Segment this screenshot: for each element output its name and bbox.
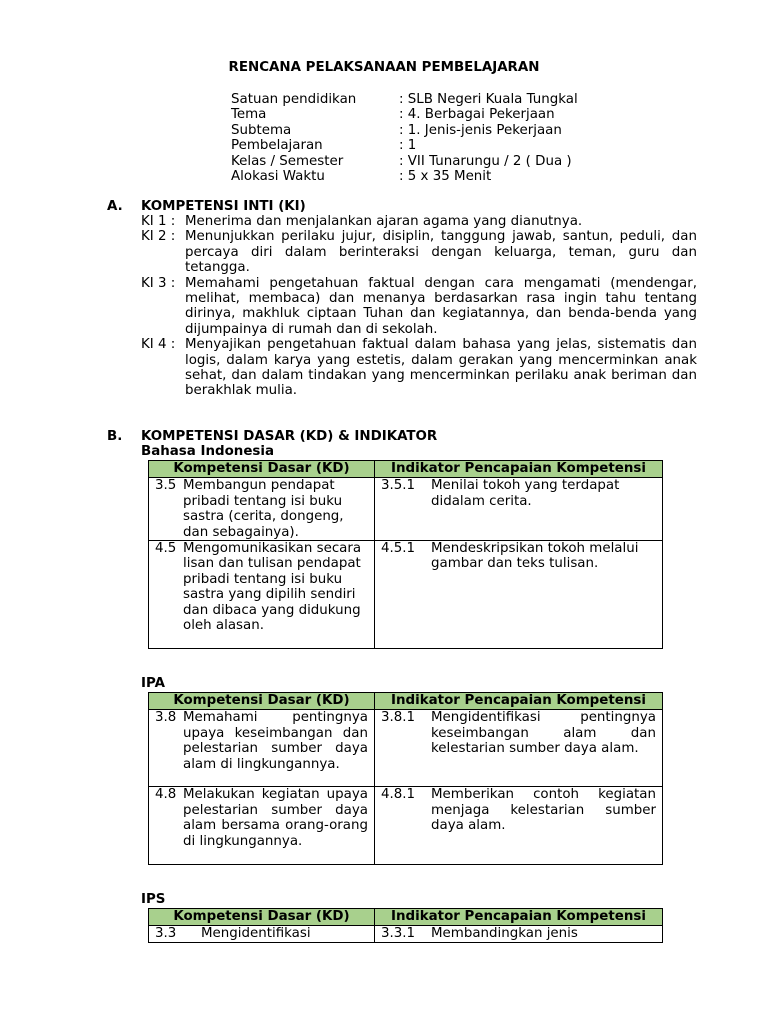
ki-text: Menyajikan pengetahuan faktual dalam bahasa yang jelas, sistematis dan logis, dalam karya yang estetis, dalam gerakan yang mencerminkan anak sehat, dan dalam tindakan yang mencerminkan perilaku anak beriman dan berakhlak mulia.	[185, 337, 697, 399]
ki-text: Memahami pengetahuan faktual dengan cara mengamati (mendengar, melihat, membaca) dan menanya berdasarkan rasa ingin tahu tentang dirinya, makhluk ciptaan Tuhan dan kegiatannya, dan benda-benda yang dijumpainya di rumah dan di sekolah.	[185, 275, 697, 337]
ki-list	[141, 214, 697, 399]
kd-table-ips	[148, 908, 663, 943]
identity-block	[231, 92, 578, 184]
kd-number: 4.5	[155, 541, 177, 557]
ki-text: Menerima dan menjalankan ajaran agama yang dianutnya.	[185, 214, 583, 229]
info-label: Alokasi Waktu	[231, 168, 325, 184]
ki-item	[141, 229, 697, 275]
kd-number: 3.8	[155, 710, 177, 726]
info-value: : SLB Negeri Kuala Tungkal	[399, 92, 578, 107]
kd-cell	[149, 541, 375, 649]
indikator-number: 3.3.1	[381, 926, 416, 942]
kd-number: 4.8	[155, 787, 177, 803]
ki-label: KI 1 :	[141, 214, 176, 229]
info-row	[231, 107, 578, 122]
indikator-text: Memberikan contoh kegiatan menjaga kelestarian sumber daya alam.	[431, 787, 656, 834]
info-label: Pembelajaran	[231, 138, 323, 154]
table-row	[149, 926, 663, 942]
indikator-cell	[375, 710, 663, 787]
header-indikator: Indikator Pencapaian Kompetensi	[375, 693, 663, 710]
ki-label: KI 4 :	[141, 337, 176, 353]
info-row	[231, 138, 578, 153]
kd-cell	[149, 787, 375, 865]
kd-table-ipa	[148, 692, 663, 865]
kd-number: 3.5	[155, 478, 177, 494]
kd-text: Mengidentifikasi	[201, 926, 311, 942]
info-row	[231, 123, 578, 138]
subject-title-ips: IPS	[141, 892, 166, 907]
info-label: Satuan pendidikan	[231, 92, 357, 107]
info-value: : 5 x 35 Menit	[399, 168, 492, 184]
info-value: : 1. Jenis-jenis Pekerjaan	[399, 122, 562, 138]
kd-cell	[149, 926, 375, 942]
section-b-heading	[107, 429, 437, 444]
header-kd: Kompetensi Dasar (KD)	[149, 461, 375, 478]
info-value: : VII Tunarungu / 2 ( Dua )	[399, 153, 572, 169]
ki-label: KI 2 :	[141, 229, 176, 245]
kd-text: Memahami pentingnya upaya keseimbangan dan pelestarian sumber daya alam di lingkungannya.	[183, 710, 368, 772]
kd-cell	[149, 710, 375, 787]
document-title: RENCANA PELAKSANAAN PEMBELAJARAN	[228, 60, 540, 75]
indikator-number: 4.5.1	[381, 541, 416, 557]
info-row	[231, 169, 578, 184]
indikator-cell	[375, 926, 663, 942]
ki-text: Menunjukkan perilaku jujur, disiplin, tanggung jawab, santun, peduli, dan percaya diri dalam berinteraksi dengan keluarga, teman, guru dan tetangga.	[185, 229, 697, 276]
indikator-text: Membandingkan jenis	[431, 926, 578, 942]
table-header-row	[149, 909, 663, 926]
indikator-number: 4.8.1	[381, 787, 416, 803]
kd-text: Melakukan kegiatan upaya pelestarian sumber daya alam bersama orang-orang di lingkungannya.	[183, 787, 368, 849]
indikator-number: 3.5.1	[381, 478, 416, 494]
subject-title-ipa: IPA	[141, 676, 165, 691]
indikator-text: Mengidentifikasi pentingnya keseimbangan alam dan kelestarian sumber daya alam.	[431, 710, 656, 757]
indikator-cell	[375, 478, 663, 541]
indikator-cell	[375, 541, 663, 649]
subject-title-bahasa: Bahasa Indonesia	[141, 444, 274, 459]
ki-item	[141, 214, 697, 229]
ki-label: KI 3 :	[141, 275, 176, 291]
section-title: KOMPETENSI DASAR (KD) & INDIKATOR	[141, 429, 438, 444]
header-indikator: Indikator Pencapaian Kompetensi	[375, 461, 663, 478]
info-label: Subtema	[231, 122, 292, 138]
table-row	[149, 478, 663, 541]
table-row	[149, 787, 663, 865]
info-value: : 4. Berbagai Pekerjaan	[399, 107, 555, 123]
kd-table-bahasa	[148, 460, 663, 649]
header-kd: Kompetensi Dasar (KD)	[149, 693, 375, 710]
section-title: KOMPETENSI INTI (KI)	[141, 199, 306, 214]
kd-text: Membangun pendapat pribadi tentang isi buku sastra (cerita, dongeng, dan sebagainya).	[183, 478, 344, 540]
indikator-cell	[375, 787, 663, 865]
indikator-text: Mendeskripsikan tokoh melalui gambar dan teks tulisan.	[431, 541, 639, 572]
info-label: Kelas / Semester	[231, 153, 344, 169]
section-letter: B.	[107, 429, 123, 444]
ki-item	[141, 276, 697, 338]
ki-item	[141, 337, 697, 399]
info-label: Tema	[231, 107, 267, 123]
kd-cell	[149, 478, 375, 541]
indikator-number: 3.8.1	[381, 710, 416, 726]
section-letter: A.	[107, 199, 123, 214]
table-row	[149, 541, 663, 649]
info-row	[231, 92, 578, 107]
header-indikator: Indikator Pencapaian Kompetensi	[375, 909, 663, 926]
table-row	[149, 710, 663, 787]
header-kd: Kompetensi Dasar (KD)	[149, 909, 375, 926]
table-header-row	[149, 693, 663, 710]
indikator-text: Menilai tokoh yang terdapat didalam cerita.	[431, 478, 620, 509]
table-header-row	[149, 461, 663, 478]
kd-number: 3.3	[155, 926, 177, 942]
section-a-heading	[107, 199, 306, 214]
kd-text: Mengomunikasikan secara lisan dan tulisan pendapat pribadi tentang isi buku sastra yang dipilih sendiri dan dibaca yang didukung oleh alasan.	[183, 541, 362, 634]
info-value: : 1	[399, 138, 417, 154]
info-row	[231, 154, 578, 169]
